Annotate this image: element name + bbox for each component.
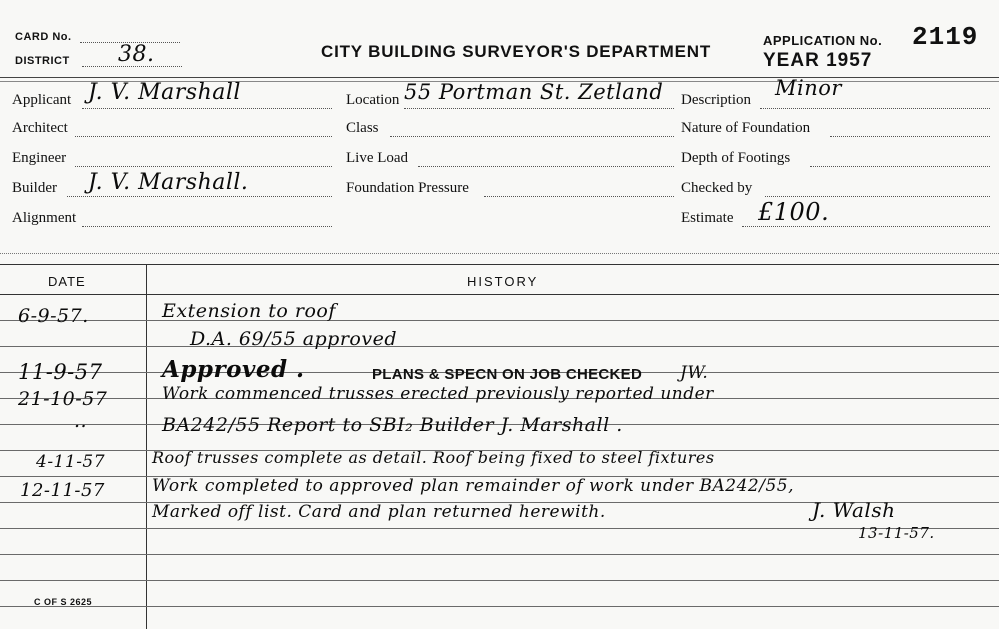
applicant-value: J. V. Marshall	[88, 80, 241, 105]
application-label: APPLICATION No.	[763, 33, 883, 48]
engineer-line	[75, 166, 332, 167]
district-label: DISTRICT	[15, 55, 70, 67]
form-number: C OF S 2625	[34, 597, 93, 607]
estimate-value: £100.	[758, 198, 830, 226]
depth-of-footings-label: Depth of Footings	[681, 150, 791, 166]
top-rule	[0, 77, 999, 78]
architect-label: Architect	[12, 120, 68, 136]
row-history-text: Extension to roof	[162, 300, 336, 322]
description-label: Description	[681, 92, 751, 108]
history-column-header: HISTORY	[467, 274, 539, 289]
table-header-rule	[0, 294, 999, 295]
date-column-divider	[146, 264, 147, 629]
ruled-line	[0, 320, 999, 321]
department-title: CITY BUILDING SURVEYOR'S DEPARTMENT	[321, 42, 712, 61]
row-history-text: Work commenced trusses erected previously reported under	[162, 384, 714, 404]
row-date: ..	[74, 410, 88, 432]
ruled-line	[0, 554, 999, 555]
row-history-text: Approved .	[162, 356, 305, 383]
checked-initials: JW.	[680, 363, 709, 383]
signature: J. Walsh	[812, 498, 896, 522]
description-line	[760, 108, 990, 109]
location-label: Location	[346, 92, 400, 108]
signature-date: 13-11-57.	[858, 524, 935, 542]
architect-line	[75, 136, 332, 137]
location-value: 55 Portman St. Zetland	[404, 80, 664, 104]
ruled-line	[0, 580, 999, 581]
ruled-line	[0, 346, 999, 347]
district-value: 38.	[118, 42, 155, 67]
class-line	[390, 136, 674, 137]
application-number: 2119	[912, 22, 979, 52]
builder-line	[67, 196, 332, 197]
class-label: Class	[346, 120, 379, 136]
row-history-text: Marked off list. Card and plan returned herewith.	[152, 502, 606, 522]
foundation-pressure-label: Foundation Pressure	[346, 180, 469, 196]
row-date: 21-10-57	[18, 388, 108, 410]
row-date: 6-9-57.	[18, 305, 89, 327]
location-line	[404, 108, 674, 109]
row-history-text: BA242/55 Report to SBI₂ Builder J. Marshall .	[162, 414, 623, 436]
alignment-line	[82, 226, 332, 227]
live-load-label: Live Load	[346, 150, 409, 166]
plans-checked-stamp: PLANS & SPECN ON JOB CHECKED	[372, 366, 643, 383]
row-history-text: Work completed to approved plan remainder of work under BA242/55,	[152, 476, 795, 496]
ruled-line	[0, 528, 999, 529]
estimate-line	[742, 226, 990, 227]
row-date: 12-11-57	[20, 480, 105, 501]
header-bottom-rule	[0, 253, 999, 254]
estimate-label: Estimate	[681, 210, 734, 226]
nature-line	[830, 136, 990, 137]
description-value: Minor	[775, 76, 842, 100]
row-date: 4-11-57	[36, 452, 106, 472]
checked-line	[765, 196, 990, 197]
builder-value: J. V. Marshall.	[88, 170, 249, 195]
applicant-line	[82, 108, 332, 109]
row-date: 11-9-57	[18, 360, 103, 384]
date-column-header: DATE	[48, 274, 86, 289]
alignment-label: Alignment	[12, 210, 77, 226]
builder-label: Builder	[12, 180, 57, 196]
year-label: YEAR 1957	[763, 50, 873, 71]
table-top-rule	[0, 264, 999, 265]
depth-line	[810, 166, 990, 167]
applicant-label: Applicant	[12, 92, 72, 108]
live-load-line	[418, 166, 674, 167]
row-history-text: Roof trusses complete as detail. Roof being fixed to steel fixtures	[152, 448, 715, 467]
ruled-line	[0, 606, 999, 607]
foundation-pressure-line	[484, 196, 674, 197]
card-no-label: CARD No.	[15, 31, 72, 43]
row-history-text: D.A. 69/55 approved	[190, 328, 398, 350]
engineer-label: Engineer	[12, 150, 67, 166]
nature-of-foundation-label: Nature of Foundation	[681, 120, 811, 136]
checked-by-label: Checked by	[681, 180, 753, 196]
